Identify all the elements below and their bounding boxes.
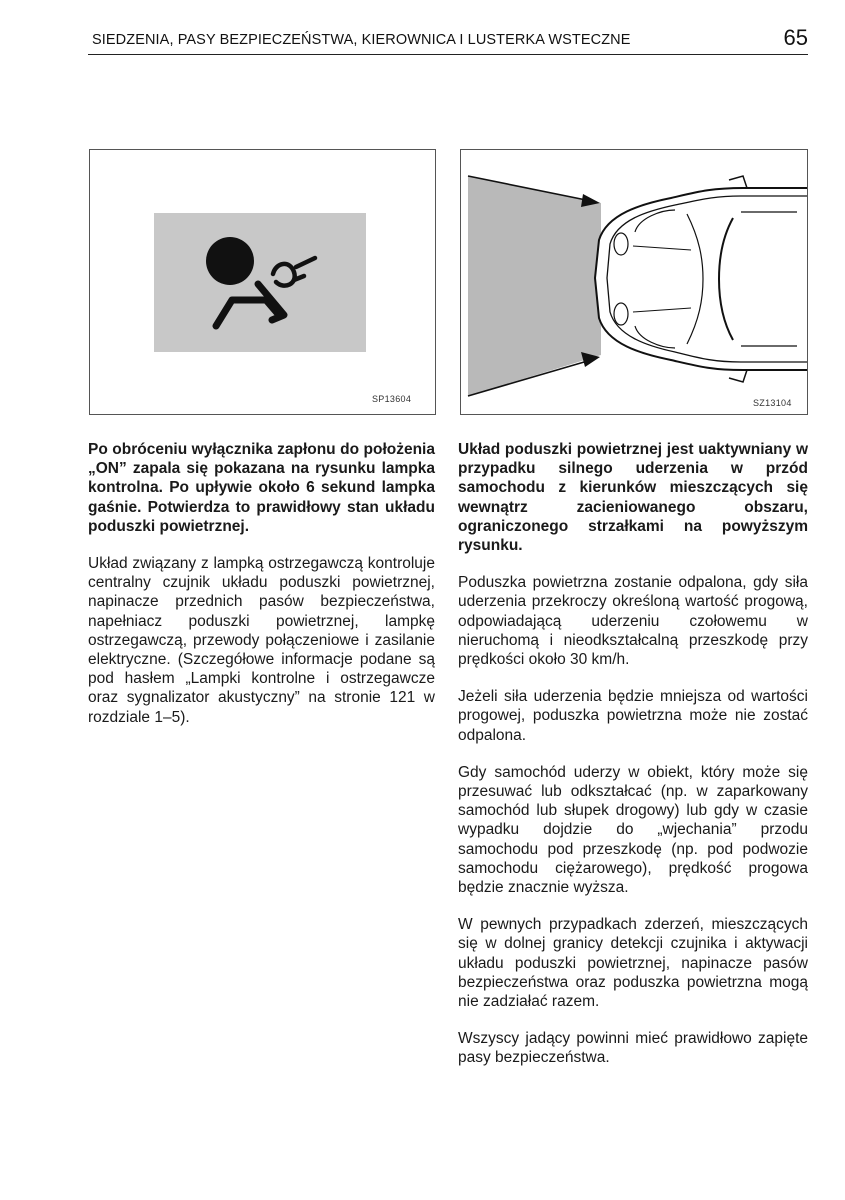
body-paragraph: Gdy samochód uderzy w obiekt, który może się przesuwać lub odkształcać (np. w zaparkowany samochód lub słupek drogowy) lub gdy w czasie wypadku dojdzie do „wjechania” przodu samochodu pod przeszkodę (np. pod podwozie samochodu ciężarowego), prędkość progowa będzie znacznie wyższa. [458,763,808,897]
body-paragraph: Wszyscy jadący powinni mieć prawidłowo zapięte pasy bezpieczeństwa. [458,1030,808,1067]
body-paragraph: Poduszka powietrzna zostanie odpalona, gdy siła uderzenia przekroczy określoną wartość progową, odpowiadającą uderzeniu czołowemu w nieruchomą i nieodkształcalną przeszkodę przy prędkości około 30 km/h. [458,574,808,669]
section-title: SIEDZENIA, PASY BEZPIECZEŃSTWA, KIEROWNICA I LUSTERKA WSTECZNE [92,32,631,48]
body-paragraph: Układ związany z lampką ostrzegawczą kontroluje centralny czujnik układu poduszki powietrznej, napinacze przednich pasów bezpieczeństwa, napełniacz poduszki powietrznej, lampkę ostrzegawczą, przewody połączeniowe i zasilanie elektryczne. (Szczegółowe informacje podane są pod hasłem „Lampki kontrolne i ostrzegawcze oraz sygnalizator akustyczny” na stronie 121 w rozdziale 1–5). [88,555,435,726]
right-column [458,440,808,1086]
car-top-view-diagram [461,150,807,414]
lead-paragraph: Po obróceniu wyłącznika zapłonu do położenia „ON” zapala się pokazana na rysunku lampka kontrolna. Po upływie około 6 sekund lampka gaśnie. Potwierdza to prawidłowy stan układu poduszki powietrznej. [88,441,435,535]
airbag-warning-icon [90,150,435,414]
car-impact-zone-figure [460,149,808,415]
page-number: 65 [783,25,808,50]
left-column [88,440,435,745]
airbag-warning-figure [89,149,436,415]
figure-code: SP13604 [372,394,412,404]
body-paragraph: Jeżeli siła uderzenia będzie mniejsza od wartości progowej, poduszka powietrzna może nie zostać odpalona. [458,688,808,744]
page-header [88,25,808,55]
body-paragraph: W pewnych przypadkach zderzeń, mieszczących się w dolnej granicy detekcji czujnika i aktywacji układu poduszki powietrznej, napinacze pasów bezpieczeństwa oraz poduszka powietrzna mogą nie zadziałać razem. [458,916,808,1011]
figure-code: SZ13104 [753,398,792,408]
lead-paragraph: Układ poduszki powietrznej jest uaktywniany w przypadku silnego uderzenia w przód samochodu z kierunków mieszczących się wewnątrz zacieniowanego obszaru, ograniczonego strzałkami na powyższym rysunku. [458,441,808,555]
